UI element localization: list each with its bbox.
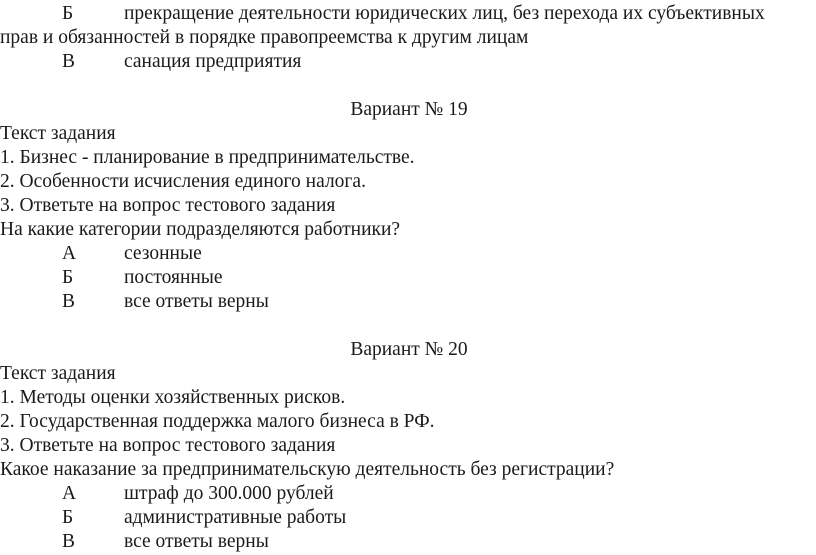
option-text: все ответы верны	[124, 531, 269, 552]
variant-19-option-v	[0, 290, 816, 314]
option-letter: Б	[62, 3, 74, 24]
prev-option-v	[0, 50, 816, 74]
option-letter: В	[62, 51, 76, 72]
option-text: штраф до 300.000 рублей	[124, 483, 334, 504]
option-text: административные работы	[124, 507, 347, 528]
option-letter: Б	[62, 507, 74, 528]
variant-20-question: Какое наказание за предпринимательскую деятельность без регистрации?	[0, 459, 615, 480]
variant-19-title: Вариант № 19	[350, 99, 468, 120]
variant-19-option-a	[0, 242, 816, 266]
option-letter: А	[62, 243, 77, 264]
option-letter: В	[62, 291, 76, 312]
variant-19-item-1: 1. Бизнес - планирование в предпринимательстве.	[0, 147, 415, 168]
option-text: санация предприятия	[124, 51, 302, 72]
variant-20-option-v	[0, 530, 816, 554]
option-text: все ответы верны	[124, 291, 269, 312]
variant-20-option-b	[0, 506, 816, 530]
prev-option-b-continuation: прав и обязанностей в порядке правопреемства к другим лицам	[0, 27, 529, 48]
option-text: прекращение деятельности юридических лиц, без перехода их субъективных	[124, 3, 765, 24]
variant-20-item-2: 2. Государственная поддержка малого бизнеса в РФ.	[0, 411, 435, 432]
variant-20-title: Вариант № 20	[350, 339, 468, 360]
option-text: постоянные	[124, 267, 223, 288]
variant-19-option-b	[0, 266, 816, 290]
prev-option-b	[0, 2, 816, 26]
variant-20-item-3: 3. Ответьте на вопрос тестового задания	[0, 435, 336, 456]
option-letter: А	[62, 483, 77, 504]
option-letter: В	[62, 531, 76, 552]
variant-19-question: На какие категории подразделяются работники?	[0, 219, 401, 240]
variant-19-item-3: 3. Ответьте на вопрос тестового задания	[0, 195, 336, 216]
variant-20-item-1: 1. Методы оценки хозяйственных рисков.	[0, 387, 346, 408]
option-text: сезонные	[124, 243, 202, 264]
option-letter: Б	[62, 267, 74, 288]
variant-19-item-2: 2. Особенности исчисления единого налога.	[0, 171, 366, 192]
variant-20-option-a	[0, 482, 816, 506]
variant-20-task-label: Текст задания	[0, 363, 116, 384]
variant-19-task-label: Текст задания	[0, 123, 116, 144]
